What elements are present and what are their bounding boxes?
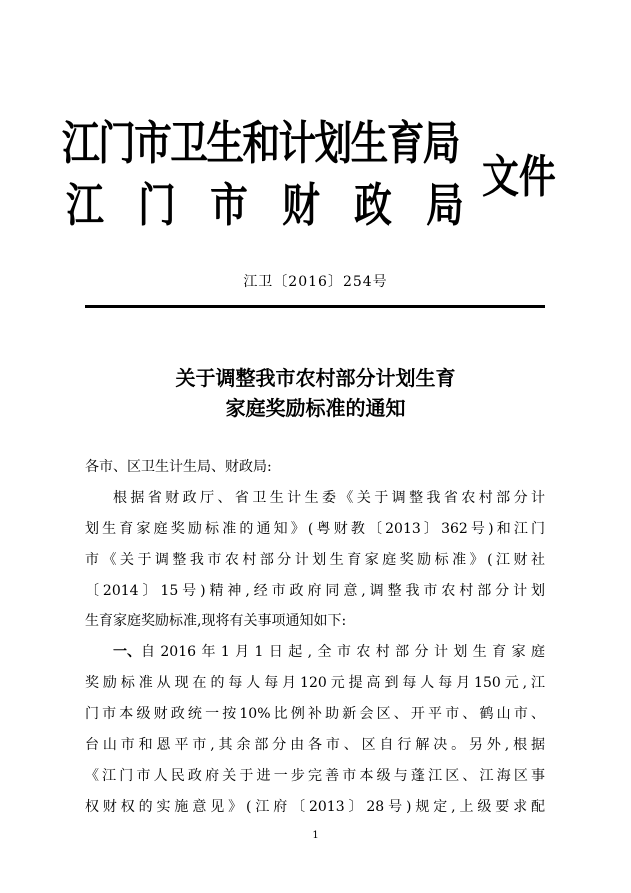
paragraph-text: 自2016年1月1日起,全市农村部分计划生育家庭 bbox=[141, 644, 545, 660]
issuer-char: 政 bbox=[354, 178, 392, 232]
paragraph-line: 根据省财政厅、省卫生计生委《关于调整我省农村部分计 bbox=[113, 490, 545, 506]
issuer-char: 门 bbox=[138, 178, 176, 232]
document-title-line1: 关于调整我市农村部分计划生育 bbox=[175, 366, 456, 390]
section-number: 一、 bbox=[113, 644, 141, 660]
document-title-line2: 家庭奖励标准的通知 bbox=[225, 396, 406, 420]
issuer-char: 局 bbox=[426, 178, 464, 232]
page-number: 1 bbox=[312, 830, 319, 841]
paragraph-line bbox=[85, 641, 545, 663]
paragraph-line: 权财权的实施意见》(江府〔2013〕28号)规定,上级要求配 bbox=[85, 799, 545, 815]
issuer-health-bureau: 江门市卫生和计划生育局 bbox=[62, 116, 459, 170]
document-type-label: 文件 bbox=[482, 150, 556, 203]
paragraph-line: 划生育家庭奖励标准的通知》(粤财教〔2013〕362号)和江门 bbox=[85, 521, 545, 537]
issuer-char: 江 bbox=[66, 178, 104, 232]
paragraph-line: 〔2014〕15号)精神,经市政府同意,调整我市农村部分计划 bbox=[85, 583, 545, 599]
issuer-char: 财 bbox=[282, 178, 320, 232]
paragraph-line: 奖励标准从现在的每人每月120元提高到每人每月150元,江 bbox=[85, 675, 545, 691]
paragraph-line: 《江门市人民政府关于进一步完善市本级与蓬江区、江海区事 bbox=[85, 768, 545, 784]
header-divider bbox=[85, 305, 545, 308]
issuer-finance-bureau bbox=[62, 169, 468, 235]
salutation: 各市、区卫生计生局、财政局: bbox=[85, 459, 272, 475]
paragraph-line: 台山市和恩平市,其余部分由各市、区自行解决。另外,根据 bbox=[85, 737, 545, 753]
paragraph-line: 门市本级财政统一按10%比例补助新会区、开平市、鹤山市、 bbox=[85, 706, 545, 722]
issuer-char: 市 bbox=[210, 178, 248, 232]
paragraph-line: 生育家庭奖励标准,现将有关事项通知如下: bbox=[85, 613, 347, 629]
paragraph-line: 市《关于调整我市农村部分计划生育家庭奖励标准》(江财社 bbox=[85, 552, 545, 568]
document-number: 江卫〔2016〕254号 bbox=[243, 274, 388, 290]
